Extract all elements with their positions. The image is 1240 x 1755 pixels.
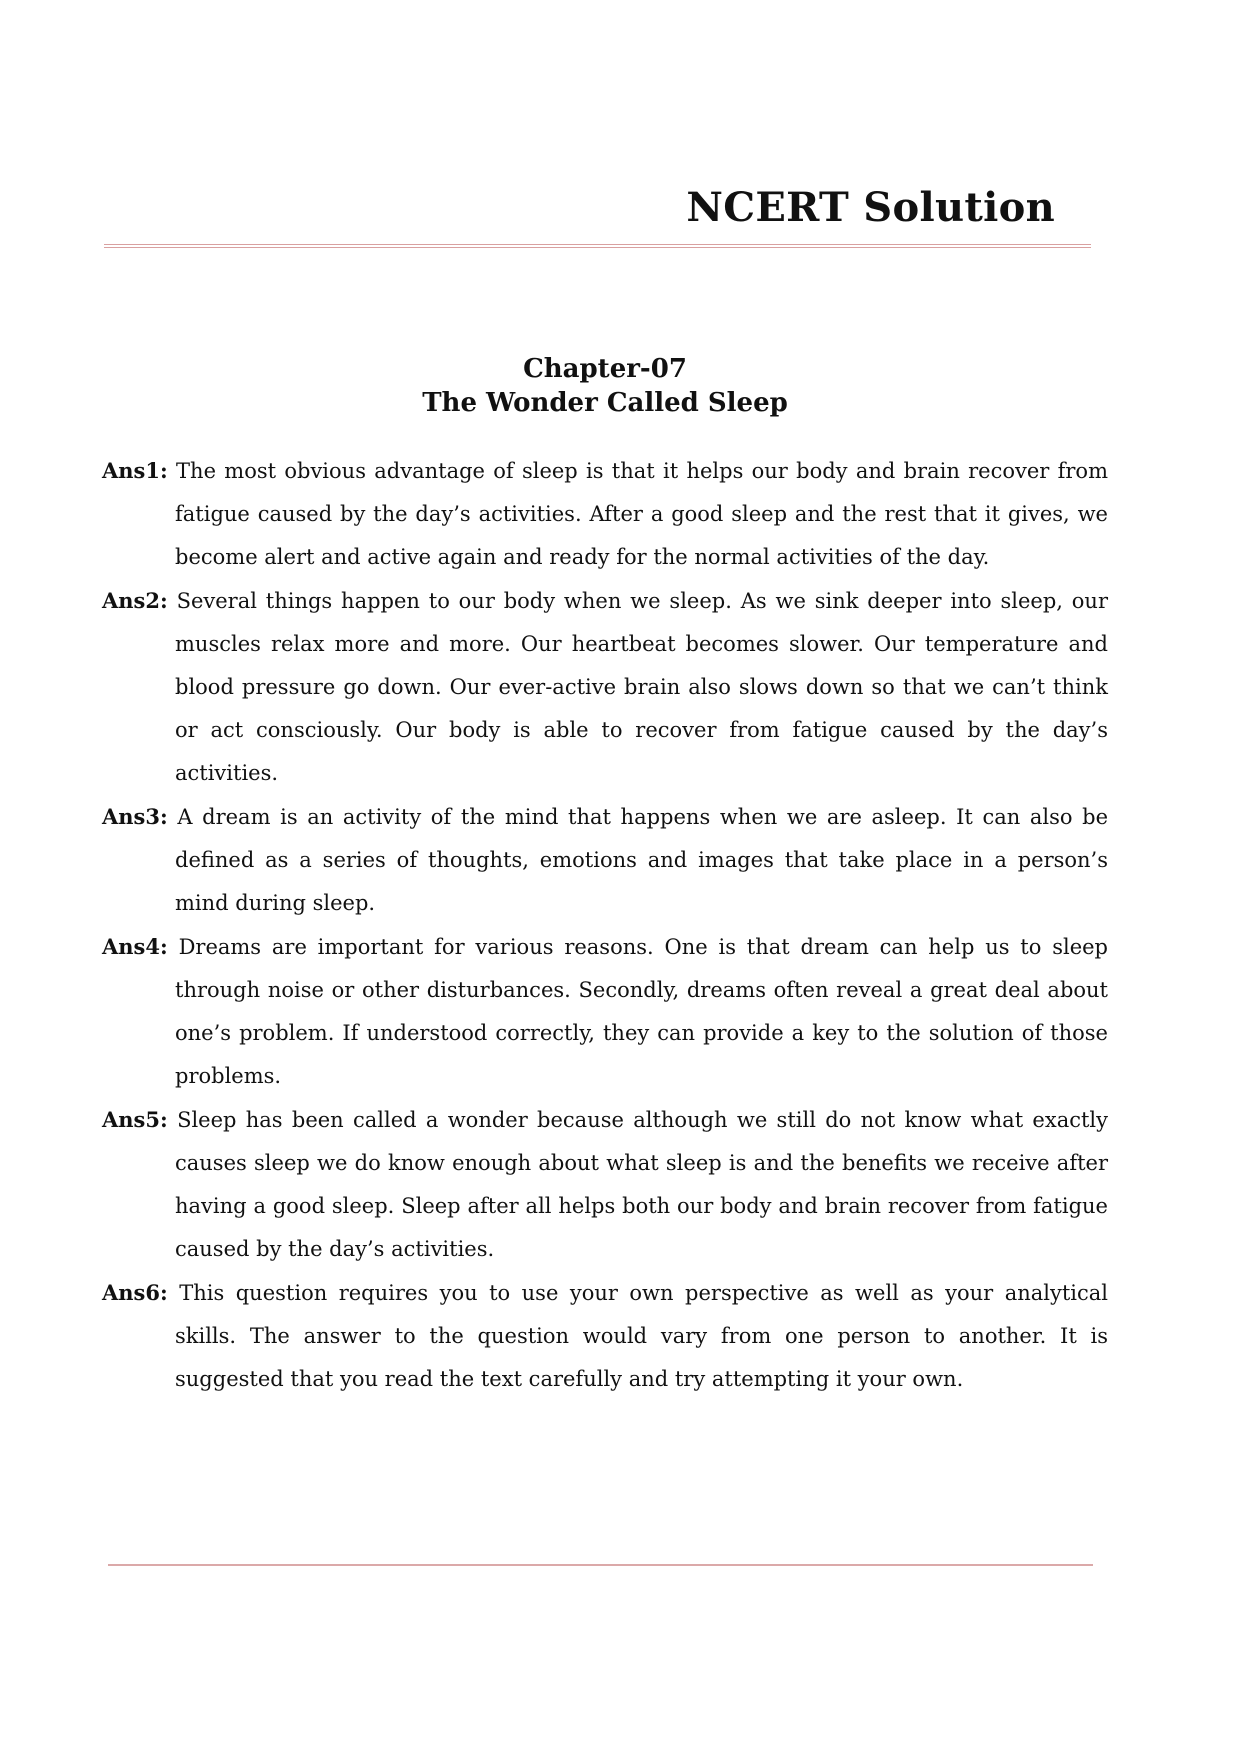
header-divider <box>104 244 1091 248</box>
answer-item <box>102 795 1108 925</box>
answer-text: Dreams are important for various reasons. One is that dream can help us to sleep through noise or other disturbances. Secondly, dreams often reveal a great deal about one’s problem. If understood correctly, they can provide a key to the solution of those problems. <box>175 935 1108 1088</box>
answer-item <box>102 579 1108 795</box>
answer-item <box>102 925 1108 1098</box>
answer-label: Ans4: <box>102 934 168 959</box>
answer-item <box>102 449 1108 579</box>
answer-text: Several things happen to our body when we sleep. As we sink deeper into sleep, our muscles relax more and more. Our heartbeat becomes slower. Our temperature and blood pressure go down. Our ever-active brain also slows down so that we can’t think or act consciously. Our body is able to recover from fatigue caused by the day’s activities. <box>175 589 1108 785</box>
answer-text: Sleep has been called a wonder because although we still do not know what exactly causes sleep we do know enough about what sleep is and the benefits we receive after having a good sleep. Sleep after all helps both our body and brain recover from fatigue caused by the day’s activities. <box>175 1108 1109 1261</box>
answer-label: Ans1: <box>102 458 168 483</box>
page-header-title: NCERT Solution <box>686 184 1055 231</box>
answer-text: The most obvious advantage of sleep is that it helps our body and brain recover from fatigue caused by the day’s activities. After a good sleep and the rest that it gives, we become alert and active again and ready for the normal activities of the day. <box>175 459 1108 569</box>
answer-label: Ans6: <box>102 1280 168 1305</box>
chapter-title: The Wonder Called Sleep <box>422 388 788 418</box>
answer-label: Ans3: <box>102 804 168 829</box>
answer-item <box>102 1271 1108 1401</box>
answer-label: Ans2: <box>102 588 168 613</box>
answer-text: A dream is an activity of the mind that happens when we are asleep. It can also be defined as a series of thoughts, emotions and images that take place in a person’s mind during sleep. <box>175 805 1108 915</box>
footer-divider <box>108 1564 1093 1566</box>
chapter-number: Chapter-07 <box>523 354 687 384</box>
answer-item <box>102 1098 1108 1271</box>
chapter-heading <box>0 352 1210 420</box>
answer-text: This question requires you to use your own perspective as well as your analytical skills. The answer to the question would vary from one person to another. It is suggested that you read the text carefully and try attempting it your own. <box>175 1281 1108 1391</box>
answer-label: Ans5: <box>102 1107 168 1132</box>
answers-list <box>102 449 1108 1401</box>
